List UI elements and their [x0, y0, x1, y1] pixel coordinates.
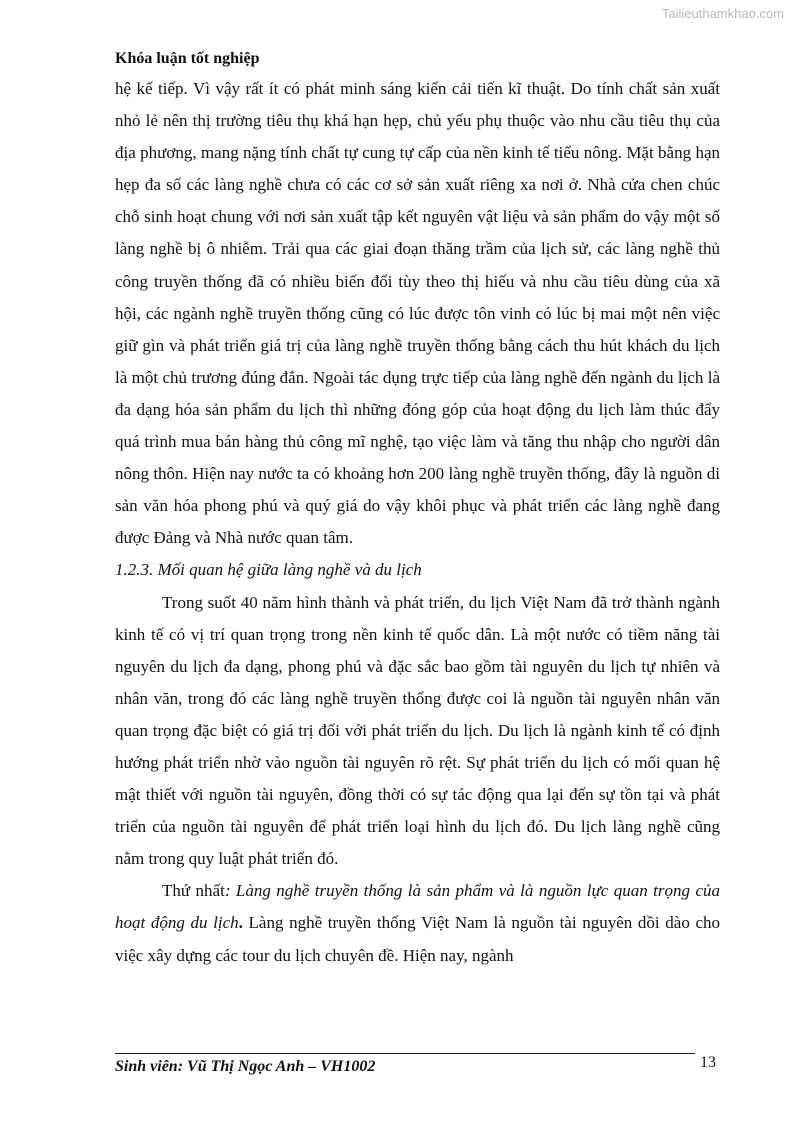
- section-heading: 1.2.3. Mối quan hệ giữa làng nghề và du lịch: [115, 560, 422, 580]
- paragraph-3-italic: : Làng nghề truyền thống là sản phẩm và là nguồn lực quan trọng của hoạt động du lịch: [115, 881, 721, 933]
- footer-divider: [115, 1053, 695, 1054]
- paragraph-continuation: hệ kế tiếp. Vì vậy rất ít có phát minh sáng kiến cải tiến kĩ thuật. Do tính chất sản xuất nhỏ lẻ nên thị trường tiêu thụ khá hạn hẹp, chủ yếu phụ thuộc vào nhu cầu tiêu thụ của địa phương, mang nặng tính chất tự cung tự cấp của nền kinh tế tiểu nông. Mặt bằng hạn hẹp đa số các làng nghề chưa có các cơ sở sản xuất riêng xa nơi ở. Nhà cửa chen chúc chỗ sinh hoạt chung với nơi sản xuất tập kết nguyên vật liệu và sản phẩm do vậy một số làng nghề bị ô nhiễm. Trải qua các giai đoạn thăng trầm của lịch sử, các làng nghề thủ công truyền thống đã có nhiều biến đổi tùy theo thị hiếu và nhu cầu tiêu dùng của xã hội, các ngành nghề truyền thống cũng có lúc được tôn vinh có lúc bị mai một nên việc giữ gìn và phát triển giá trị của làng nghề truyền thống bằng cách thu hút khách du lịch là một chủ trương đúng đắn. Ngoài tác dụng trực tiếp của làng nghề đến ngành du lịch là đa dạng hóa sản phẩm du lịch thì những đóng góp của hoạt động du lịch làm thúc đẩy quá trình mua bán hàng thủ công mĩ nghệ, tạo việc làm và tăng thu nhập cho người dân nông thôn. Hiện nay nước ta có khoảng hơn 200 làng nghề truyền thống, đây là nguồn di sản văn hóa phong phú và quý giá do vậy khôi phục và phát triển các làng nghề đang được Đảng và Nhà nước quan tâm.: [115, 79, 720, 548]
- paragraph-3: [115, 875, 720, 971]
- paragraph-2: Trong suốt 40 năm hình thành và phát triển, du lịch Việt Nam đã trở thành ngành kinh tế có vị trí quan trọng trong nền kinh tế quốc dân. Là một nước có tiềm năng tài nguyên du lịch đa dạng, phong phú và đặc sắc bao gồm tài nguyên du lịch tự nhiên và nhân văn, trong đó các làng nghề truyền thống được coi là nguồn tài nguyên nhân văn quan trọng đặc biệt có giá trị đối với phát triển du lịch. Du lịch là ngành kinh tế có định hướng phát triển nhờ vào nguồn tài nguyên rõ rệt. Sự phát triển du lịch có mối quan hệ mật thiết với nguồn tài nguyên, đồng thời có sự tác động qua lại đến sự tồn tại và phát triển của nguồn tài nguyên để phát triển loại hình du lịch đó. Du lịch làng nghề cũng nằm trong quy luật phát triển đó.: [115, 592, 720, 869]
- page-number: 13: [700, 1054, 716, 1071]
- page-header-title: Khóa luận tốt nghiệp: [115, 50, 260, 67]
- watermark-text: Tailieuthamkhao.com: [661, 6, 784, 21]
- footer-author: Sinh viên: Vũ Thị Ngọc Anh – VH1002: [115, 1058, 376, 1075]
- paragraph-3-rest: Làng nghề truyền thống Việt Nam là nguồn tài nguyên dồi dào cho việc xây dựng các tour du lịch chuyên đề. Hiện nay, ngành: [115, 913, 721, 965]
- document-body: [115, 73, 720, 972]
- paragraph-3-lead: Thứ nhất: [162, 881, 225, 901]
- paragraph-3-dot: .: [238, 913, 243, 933]
